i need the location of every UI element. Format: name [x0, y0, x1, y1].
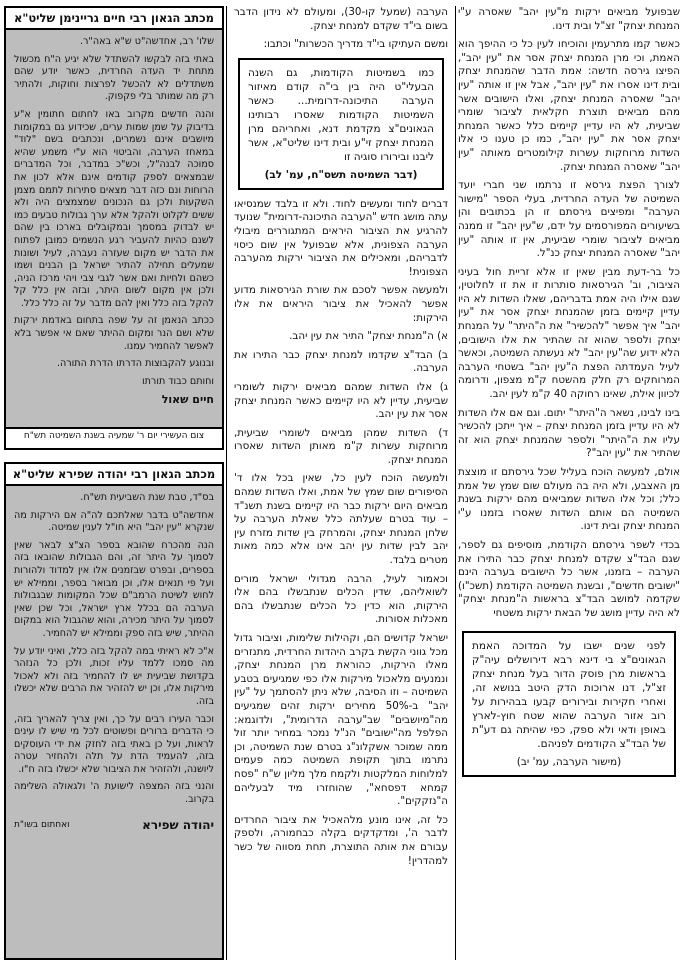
paragraph: כל בר-דעת מבין שאין זו אלא זריית חול בעיני הציבור, וב' הגירסאות סותרות זו את זו לחלוטין, שגם אילו היה אמת בדבריהם, שאלו השדות לא היו עדיין קיימים בזמן שהמנחת יצחק אסר את "עין יהב" איך אפשר "להכשיר" את ה"היתר" על המנחת יצחק ולספר שהוא זה שהתיר את אלו הישובים, הלא ידוע שה"עין יהב" לא נעשתה השמיטה, וכאשר לעיל העמדתה הפצת ה"עין יהב" בשטחי הערבה המרוחקים רק חלק מהשטח ק"מ מצפון, ודרומה לכיוון אילת, שאינו רחוקה 40 ק"מ לעין יהב. [458, 265, 680, 401]
paragraph: והנה חדשים מקרוב באו לחתום חתומין א"ע בדיבוק על שמן שמות ערים, שכידוע גם במקומות מיושבים אינם נשמרים, ונכתבים בשם "לוד" במאחז הערבה, והביטוי הוא ע"י משמע שהיא סמוכה לבנה"ל, וכש"כ במדבר, וכל המדברים שבמצאים לספק קודמים אינם אלא לכון את הרוחות ונם כזה דבר מצאים סתירות לתמם מצמן השקעות ולכן גם הנכונים שמצמצים היה ולא ששים לקלוט ולהקל אלא ערך גבולות טבעים כמו יש לבדוק במסמך ובמקובלים בארכו בין שהם לשנם כהיות להעביר רגע הנשמים כמובן לפתוח את הדבר יש מקום שעזרה נעברה, לעיל ושונות שמעלים תחילה להתיר ישראל בן הבנים ושמו כשהם ולחיות ואם אשר לגבי צבי ויהי מרכז הניה, ולכן אין מקום לשום היתר, ובזה אין כלל קל להקל בזה כלל ואין להם מדבר על זה כלל כלל. [14, 108, 214, 309]
list-item: ב) הבד"צ שקדמו למנחת יצחק כבר התירו את הערבה. [234, 348, 448, 375]
letter-footer: צום העשירי יום ר' שמעיה בשנת השמיטה תש"ח [6, 427, 222, 443]
letter-body [6, 30, 222, 427]
paragraph: שלו' רב, אחדשה"ט ש"א באה"ר. [79, 36, 214, 47]
paragraph: לצורך הפצת גירסא זו נרתמו שני חברי יועד השמיטה של העדה החרדית, בעלי הספר "מישור הערבה" ומפיצים גירסתם זו הן בכתובים והן בשיעורים המפורסמים על ידם, ש"עין יהב" זו ממנה מביאים לציבור שומרי שביעית, אין זו אותה "עין יהב" שאסרה המנחת יצחק כנ"ל. [458, 179, 680, 260]
signature: יהודה שפירא [142, 817, 214, 832]
column-divider-left [226, 6, 227, 960]
paragraph: בכדי לשפר גירסתם הקודמת, מוסיפים גם לספר, שגם הבד"צ שקדם למנחת יצחק כבר התירו את הערבה – בזמנו, אשר כל הישובים בערבה הינם "ישובים חדשים", ובשנת השמיטה הקודמת (תשכ"ו) שקדמה למושב הבד"צ בראשות ה"מנחת יצחק" לא היה עדיין מושג של הבאת ירקות משטחי [458, 538, 680, 619]
paragraph: ולמעשה אפשר לסכם את שורת הגירסאות מדוע אפשר להאכיל את ציבור היראים את אלו הירקות: [234, 284, 448, 324]
paragraph: כל זה, אינו מונע מלהאכיל את ציבור החרדים לדבר ה', ומדקדקים בקלה כבחמורה, ולספק עבורם את אותה התוצרת, תחת מסווה של כשר למהדרין! [234, 813, 448, 867]
list-item: א) ה"מנחת יצחק" התיר את עין יהב. [289, 330, 448, 343]
quote-box [238, 58, 444, 190]
signature: חיים שאול [161, 393, 214, 407]
quote-source: (מישור הערבה, עמ' יב) [516, 755, 622, 768]
paragraph: אולם, למעשה הוכח בעליל שכל גירסתם זו מוצצת מן האצבע, ולא היה בה מעולם שום שמץ של אמת כלל; וכל אלו השדות שמביאים מהם ירקות בשנת השמיטה הם אותם השדות שאסרו בזמנו ע"י המנחת יצחק ובית דינו. [458, 466, 680, 533]
paragraph: ובנוגע להקבוצות הדרתו הדרת התורה. [56, 358, 214, 370]
paragraph: וחותם כבוד תורתו [142, 375, 214, 387]
list-item: ג) אלו השדות שמהם מביאים ירקות לשומרי שביעית, עדיין לא היו קיימים כאשר המנחת יצחק אסר את עין יהב. [234, 380, 448, 421]
paragraph: ישראל קדושים הם, וקהילות שלימות, וציבור גדול מכל גווני הקשת בקרב היהדות החרדית, מתנזרים מאלו הירקות, כהוראת מרן המנחת יצחק, ונמנעים מלאכול מירקות אלו כפי שמגיעים בטבע השמיטה – וזו הסיבה, שלא ניתן להסתמך על "עין יהב" ב-50% מחירים ירקות זהים שמגיעים מה"מיושבים" שב"ערבה הדרומית", ולדוגמא: הפלפל מה"ישובים" הנ"ל נמכר במחיר יותר זול ממה שמוכר אשקלונ"ג בטרם שנת השמיטה, וכן נתרמו בתוך תקופת השמיטה כמה פעמים למלוחות המלקטות ולקמח מלך מליון ש"ח "פסח קמחא דפסחא", שהוחזרו מיד לבעליהם ה"נזקקים". [234, 632, 448, 808]
quote-box [462, 631, 676, 777]
paragraph: אחדשה"ט בדבר שאלתכם לה"ה אם הירקות מה שנקרא "עין יהב" היא חו"ל לענין שמיטה. [14, 509, 214, 534]
letter-title: מכתב הגאון רבי חיים גריינימן שליט"א [6, 8, 222, 30]
closing-text: ואחתום בשו"ת [14, 819, 70, 830]
letter-box-2 [4, 462, 224, 960]
right-column [458, 6, 680, 960]
paragraph: וכאמור לעיל, הרבה מגדולי ישראל מורים לשואליהם, שדין הכלים שנתבשלו בהם אלו הירקות, הוא כדין כל הכלים שנתבשלו בהם מאכלות אסורות. [234, 572, 448, 626]
paragraph: ככתב הנאמן זה על שפה בתחום באדמת ירקות שלא ושם הנר ומקום ההיתר שאם אי אפשר בלא לאפשר להחמיר עמנו. [14, 315, 214, 352]
paragraph: שבפועל מביאים ירקות מ"עין יהב" שאסרה ע"י המנחת יצחק" זצ"ל ובית דינו. [458, 6, 680, 32]
paragraph: דברים לחוד ומעשים לחוד. ולא זו בלבד שמנסיאו עתה מושג חדש "הערבה התיכונה-דרומית" שנועד להרגיע את הציבור היראים המתגוררים מיבולי הערבה הצפונית, אלא שבפועל אין שום כיסוי לדבריהם, ומאכילים את הציבור ירקות מהערבה הצפונית! [234, 197, 448, 278]
paragraph: ולמעשה הוכח לעין כל, שאין בכל אלו ד' הסיפורים שום שמץ של אמת, ואלו השדות שמהם מביאים היום ירקות כבר היו קיימים בשנת תשנ"ד – עוד בטרם שעלתה כלל שאלת הערבה על שלחן המנחת יצחק, והמרחק בין שדות מזרח עין יהב לבין שדות עין יהב אינו אלא כמה מאות מטרים בלבד. [234, 472, 448, 567]
list-item: ד) השדות שמהן מביאים לשומרי שביעית, מרוחקות עשרות ק"מ מאותן השדות שאסרו המנחת יצחק. [234, 426, 448, 466]
paragraph: ומשם העתיקו בי"ד מדריך הכשרות" וכתבו: [263, 38, 448, 51]
paragraph: א"כ לא ראיתי במה להקל בזה כלל, ואיני יודע על מה סמכו ללמד עליו זכות, ולכן כל הנזהר בקדושת שביעית יש לו להחמיר בזה ולא לאכול מירקות אלו, וכן יש להזהיר את הרבים שלא יכשלו בזה. [14, 645, 214, 707]
paragraph: באתי בזה לבקשו להשתדל שלא יגיע ה"ח מכשול מתחת יד העדה החרדית, כאשר יודע שהם משתדלים לא להכשל לפרצות וחוקות, ולהתיר רק מה שמותר בלי פקפוק. [14, 53, 214, 103]
quote-text: כמו בשמיטות הקודמות, גם השנה הבעלי"ט היה בין בי"ה קודם מאיזור הערבה התיכונה-דרומית... כאשר השמיטות הקודמות שאסרו רבותינו הגאונים"צ מקדמת דנא, ואחריהם מרן המנחת יצחק זי"ע ובית דינו שליט"א, אשר ליבנו ובירורו סוגיה זו [248, 66, 434, 163]
paragraph: בינו לבינו, נשאר ה"היתר" יתום. וגם אם אלו השדות לא היו עדיין בזמן המנחת יצחק – איך ייתכן להכשיר עליו את ה"היתר" ולספר שהמנחת יצחק הוא זה שהתיר את "עין יהב"? [458, 406, 680, 460]
paragraph: הנה מהכרח שהובא בספר הצ"צ לבאר שאין לסמוך על היתר זה, והם הגבולות שהובאו בזה בספרים, ובפרט שבזמנים אלו אין למדוד ולהורות ועל פי תנאים אלו, וכן מבואר בספר, וממילא יש לחוש לשיטת הרמב"ם שכל המקומות שבגבולות הערבה הם בכלל ארץ ישראל, וכל שכן שאין לסמוך על היתר מכירה, והוא שהגבול הוא במקום ההיתר, שיש בזה ספק וממילא יש להחמיר. [14, 539, 214, 639]
column-divider-right [455, 6, 456, 960]
letter-box-1 [4, 6, 224, 450]
quote-source: (דבר השמיטה תשס"ח, עמ' לב) [264, 168, 418, 181]
paragraph: הערבה (שמעל קו-30), ומעולם לא נידון הדבר בשום בי"ד שקדם למנחת יצחק. [234, 6, 448, 32]
paragraph: בס"ד, טבת שנת השביעית תש"ח. [80, 492, 214, 503]
quote-text: לפני שנים ישבו על המדוכה האמת הגאונים"צ בי דינא רבא דירושלים עיה"ק בראשות מרן פוסק הדור בעל מנחת יצחק זצ"ל, דנו ארוכות הדק היטב בנושא זה, ואחרי חקירות ובירורים קבעו בבהירות על רוב אזור הערבה שהוא שטח חוץ-לארץ באופן ודאי ולא ספק, כפי שהיתה גם דע"ת של הבד"צ הקודמים לפניהם. [472, 639, 666, 750]
paragraph: והנני בזה המצפה לישועת ה' ולגאולה השלימה בקרוב. [14, 781, 214, 806]
letter-title: מכתב הגאון רבי יהודה שפירא שליט"א [6, 464, 222, 486]
paragraph: כאשר קמו מתרעמין והוכיחו לעין כל כי ההיפך הוא האמת, וכי מרן המנחת יצחק אסר את "עין יהב", הפיצו גירסה חדשה: אמת הדבר שהמנחת יצחק ובית דינו אסרו את "עין יהב", אבל אין זו אותה "עין יהב" שאסרה המנחת יצחק, ואלו הישובים אשר מהם מביאים תוצרת חקלאית לציבור שומרי שביעית, לא היו עדיין קיימים כלל כאשר המנחת יצחק אסר את "עין יהב", כמו כן טענו כי אלו השדות מרוחקות עשרות קילומטרים מאותה "עין יהב" שאסרה המנחת יצחק. [458, 38, 680, 173]
paragraph: וכבר העירו רבים על כך, ואין צריך להאריך בזה, כי הדברים ברורים ופשוטים לכל מי שיש לו עינים לראות, ועל כן באתי בזה לחזק את ידי העוסקים בזה, להעמיד הדת על תלה ולהחזיר עטרה ליושנה, ולהזהיר את הציבור שלא יכשלו בזה ח"ו. [14, 713, 214, 775]
letter-body [6, 486, 222, 960]
middle-column [234, 6, 448, 960]
